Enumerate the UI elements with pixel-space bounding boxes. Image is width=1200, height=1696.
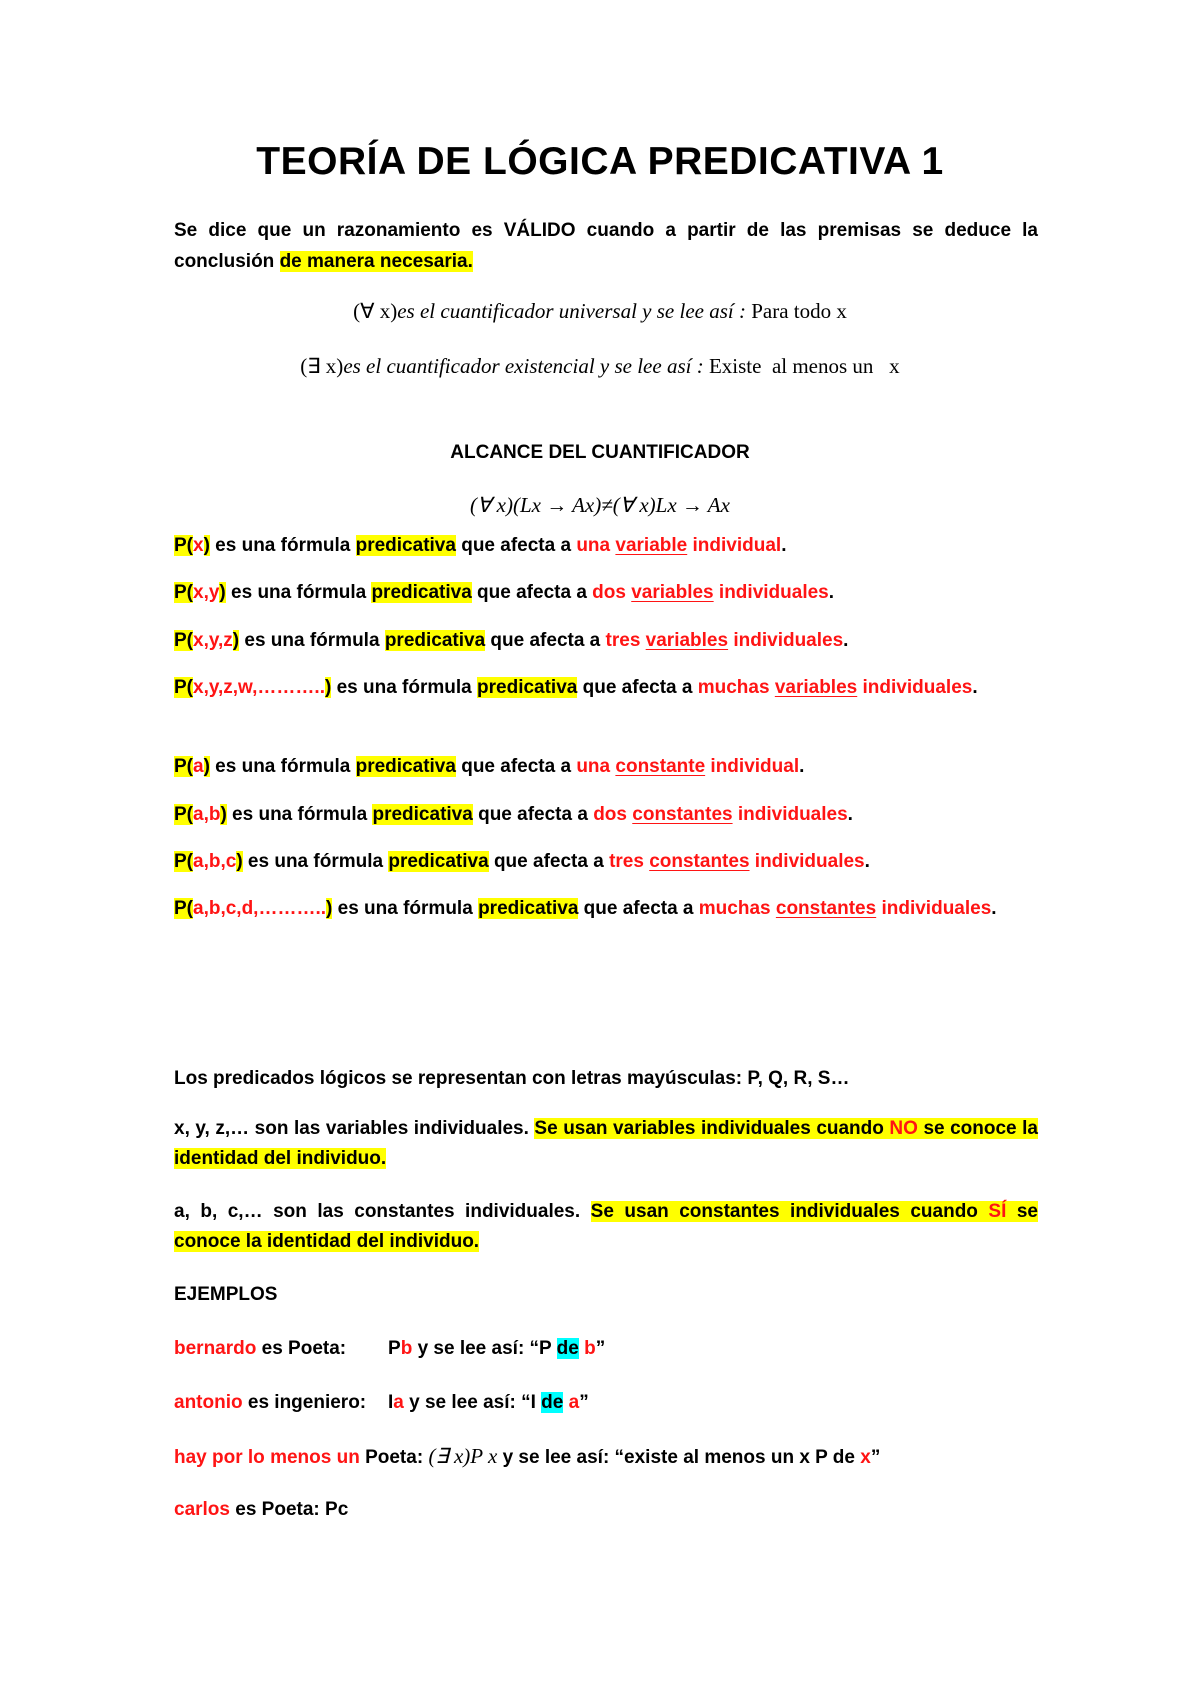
formula-predicativa: predicativa [477, 677, 578, 698]
formula-quantity: muchas [697, 677, 770, 698]
constant-formula-row [174, 847, 1038, 877]
formula-adjective: individual [692, 535, 782, 556]
formula-noun: constantes [649, 851, 750, 872]
formula-predicativa: predicativa [384, 630, 486, 651]
formula-predicativa: predicativa [478, 898, 579, 919]
example-1-label [174, 1334, 388, 1364]
example-1-const: b [584, 1338, 596, 1359]
formula-adjective: individuales [733, 630, 844, 651]
example-1-subject: bernardo [174, 1338, 257, 1359]
formula-p: P( [174, 898, 193, 919]
formula-close: ) [220, 804, 227, 825]
formula-after: que afecta a [488, 851, 610, 872]
existential-symbol: (∃ x) [300, 354, 344, 378]
universal-symbol: (∀ x) [353, 299, 398, 323]
formula-p: P( [174, 582, 193, 603]
variable-formula-row [174, 578, 1038, 608]
example-4-subject: carlos [174, 1499, 230, 1520]
constants-note-hl1: Se usan constantes individuales cuando [590, 1201, 978, 1222]
formula-adjective: individuales [862, 677, 973, 698]
scope-formula-text: (∀ x)(Lx → Ax)≠(∀ x)Lx → Ax [470, 493, 730, 517]
example-3-var: x [860, 1447, 871, 1468]
example-4-rest: es Poeta: Pc [229, 1499, 349, 1520]
constant-formula-row [174, 894, 1038, 924]
intro-text: Se dice que un razonamiento es VÁLIDO cuando a partir de las premisas se deduce la conclusión [174, 220, 1038, 272]
formula-noun: variables [774, 677, 858, 698]
intro-paragraph [174, 215, 1038, 277]
formula-args: x [193, 535, 204, 556]
example-2-label [174, 1388, 388, 1418]
formula-p: P( [174, 535, 193, 556]
example-2-formula-const: a [393, 1392, 404, 1413]
formula-close: ) [219, 582, 226, 603]
formula-noun: variables [645, 630, 729, 651]
example-2-reading: y se lee así: “I [403, 1392, 542, 1413]
formula-noun: variable [615, 535, 688, 556]
formula-quantity: dos [593, 804, 627, 825]
formula-after: que afecta a [485, 630, 606, 651]
example-2 [174, 1388, 1038, 1418]
predicates-note: Los predicados lógicos se representan con letras mayúsculas: P, Q, R, S… [174, 1068, 850, 1089]
variables-note-lead: x, y, z,… son las variables individuales. [174, 1118, 529, 1139]
formula-after: que afecta a [471, 582, 593, 603]
formula-end: . [781, 535, 787, 556]
formula-close: ) [232, 630, 240, 651]
example-2-const: a [568, 1392, 580, 1413]
formula-args: a,b [193, 804, 221, 825]
formula-close: ) [324, 677, 332, 698]
constant-formula-row [174, 752, 1038, 782]
formula-mid: es una fórmula [242, 851, 389, 872]
page-title: TEORÍA DE LÓGICA PREDICATIVA 1 [256, 140, 944, 183]
formula-noun: constantes [775, 898, 877, 919]
formula-adjective: individuales [718, 582, 829, 603]
formula-mid: es una fórmula [209, 535, 356, 556]
formula-after: que afecta a [472, 804, 594, 825]
existential-reading: Existe al menos un x [708, 354, 900, 378]
formula-predicativa: predicativa [388, 851, 489, 872]
example-2-formula-pred: I [388, 1392, 394, 1413]
formula-adjective: individuales [737, 804, 848, 825]
example-1-formula-const: b [400, 1338, 413, 1359]
scope-formula [0, 493, 1200, 518]
existential-quantifier-line [0, 354, 1200, 379]
scope-heading: ALCANCE DEL CUANTIFICADOR [450, 442, 750, 463]
formula-predicativa: predicativa [355, 535, 456, 556]
formula-quantity: tres [605, 630, 641, 651]
formula-adjective: individuales [881, 898, 992, 919]
formula-end: . [843, 630, 849, 651]
intro-highlight: de manera necesaria. [279, 251, 473, 272]
universal-reading: Para todo x [751, 299, 847, 323]
formula-end: . [828, 582, 835, 603]
constants-note-hl2: se conoce la identidad del individuo. [174, 1201, 1038, 1252]
formula-after: que afecta a [455, 756, 577, 777]
example-4 [174, 1495, 1038, 1525]
formula-quantity: muchas [698, 898, 771, 919]
constants-note [174, 1197, 1038, 1257]
variables-note-hl2: se conoce la identidad del individuo. [174, 1118, 1038, 1169]
formula-args: a,b,c [193, 851, 237, 872]
variable-formula-row [174, 673, 1038, 703]
formula-mid: es una fórmula [331, 677, 478, 698]
example-3-reading: y se lee así: “existe al menos un x P de [497, 1447, 861, 1468]
example-1-de: de [556, 1338, 579, 1359]
formula-p: P( [174, 677, 193, 698]
examples-heading: EJEMPLOS [174, 1284, 278, 1305]
formula-noun: constantes [632, 804, 733, 825]
formula-quantity: una [576, 535, 611, 556]
formula-p: P( [174, 630, 193, 651]
formula-p: P( [174, 804, 193, 825]
formula-noun: variables [631, 582, 714, 603]
formula-args: x,y,z [193, 630, 233, 651]
formula-noun: constante [615, 756, 706, 777]
formula-after: que afecta a [578, 898, 699, 919]
formula-end: . [991, 898, 997, 919]
formula-adjective: individuales [754, 851, 865, 872]
formula-predicativa: predicativa [372, 804, 473, 825]
variable-formula-row [174, 626, 1038, 656]
formula-mid: es una fórmula [225, 582, 372, 603]
formula-predicativa: predicativa [355, 756, 456, 777]
example-1 [174, 1334, 1038, 1364]
variable-formula-row [174, 531, 1038, 561]
formula-p: P( [174, 756, 193, 777]
example-1-close: ” [595, 1338, 606, 1359]
example-3-close: ” [870, 1447, 881, 1468]
variables-note-key: NO [889, 1118, 918, 1139]
formula-args: a [193, 756, 204, 777]
formula-mid: es una fórmula [226, 804, 373, 825]
formula-close: ) [236, 851, 243, 872]
formula-close: ) [326, 898, 333, 919]
formula-mid: es una fórmula [239, 630, 385, 651]
formula-close: ) [203, 756, 210, 777]
formula-close: ) [203, 535, 210, 556]
example-3-formula [428, 1444, 497, 1468]
example-3-formula-text: (∃ x)P x [428, 1444, 498, 1468]
formula-mid: es una fórmula [332, 898, 479, 919]
formula-mid: es una fórmula [209, 756, 356, 777]
formula-args: x,y,z,w,……….. [193, 677, 325, 698]
formula-after: que afecta a [577, 677, 698, 698]
formula-adjective: individual [710, 756, 800, 777]
formula-quantity: tres [609, 851, 644, 872]
constants-note-key: SÍ [988, 1201, 1007, 1222]
formula-p: P( [174, 851, 193, 872]
example-3-rest: Poeta: [359, 1447, 429, 1468]
universal-description: es el cuantificador universal y se lee así : [397, 299, 746, 323]
formula-predicativa: predicativa [371, 582, 472, 603]
formula-end: . [972, 677, 978, 698]
formula-quantity: una [576, 756, 611, 777]
variables-note-hl1: Se usan variables individuales cuando [534, 1118, 884, 1139]
formula-end: . [864, 851, 870, 872]
example-1-rest: es Poeta: [256, 1338, 347, 1359]
example-3 [174, 1441, 1038, 1473]
constant-formula-row [174, 800, 1038, 830]
example-2-de: de [541, 1392, 564, 1413]
formula-after: que afecta a [455, 535, 577, 556]
example-2-subject: antonio [174, 1392, 243, 1413]
formula-args: a,b,c,d,……….. [193, 898, 327, 919]
formula-end: . [847, 804, 853, 825]
formula-end: . [799, 756, 805, 777]
example-2-close: ” [579, 1392, 589, 1413]
example-1-formula-pred: P [388, 1338, 401, 1359]
formula-quantity: dos [592, 582, 626, 603]
universal-quantifier-line [0, 299, 1200, 324]
constants-note-lead: a, b, c,… son las constantes individuales. [174, 1201, 581, 1222]
example-3-subject: hay por lo menos un [174, 1447, 360, 1468]
formula-args: x,y [193, 582, 220, 603]
example-2-rest: es ingeniero: [242, 1392, 367, 1413]
variables-note [174, 1114, 1038, 1174]
example-1-reading: y se lee así: “P [412, 1338, 557, 1359]
existential-description: es el cuantificador existencial y se lee así : [343, 354, 704, 378]
